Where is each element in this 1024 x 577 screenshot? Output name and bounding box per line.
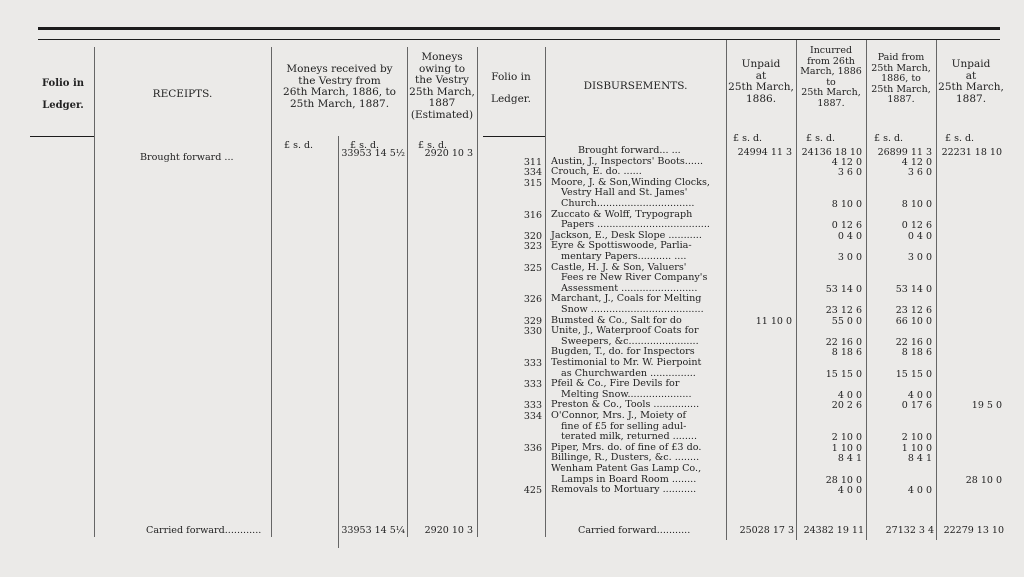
amount-incurred: 8 4 1 (837, 453, 862, 465)
amount-paid: 2 10 0 (901, 432, 932, 444)
header-unpaid-1886-line1: Unpaid (741, 58, 781, 70)
top-single-rule (38, 39, 1000, 40)
header-folio-left (28, 73, 98, 117)
header-folio-right (477, 66, 545, 110)
disb-folio: 329 (523, 315, 542, 327)
disb-description-line: Assessment ......................... (561, 282, 698, 294)
disb-description-line: Bugden, T., do. for Inspectors (551, 346, 695, 358)
header-moneys-owing-line5: 1887 (428, 97, 456, 109)
disb-description (551, 411, 726, 443)
carried-forward-unpaid87: 22279 13 10 (943, 525, 1004, 536)
disb-description-line: Eyre & Spottiswoode, Parlia- (551, 240, 692, 252)
disb-folio: 330 (523, 326, 542, 338)
disb-folio: 326 (523, 294, 542, 306)
amount-paid: 0 4 0 (907, 230, 932, 242)
header-unpaid-1887-line4: 1887. (955, 92, 987, 105)
amount-paid: 8 10 0 (901, 199, 932, 210)
disb-carried-forward-label: Carried forward........... (578, 525, 691, 536)
receipts-brought-forward-label: Brought forward ... (140, 152, 234, 163)
disb-folio: 333 (523, 379, 542, 391)
amount-incurred: 4 12 0 (831, 156, 862, 168)
disb-description-line: Papers ..................................... (561, 219, 710, 231)
disb-description-line: Sweepers, &c....................... (561, 335, 699, 347)
header-unpaid-1886-line3: 25th March, (728, 81, 794, 93)
amount-paid: 22 16 0 (895, 336, 932, 348)
amount-incurred: 8 10 0 (831, 199, 862, 210)
amount-paid: 8 4 1 (907, 453, 932, 465)
header-unpaid-1887-line3: 25th March, (938, 81, 1004, 93)
disb-folio: 311 (523, 156, 542, 168)
amount-paid: 4 0 0 (907, 389, 932, 401)
header-moneys-owing-line4: 25th March, (409, 85, 475, 98)
amount-paid: 66 10 0 (895, 315, 932, 327)
amount-incurred: 24136 18 10 (801, 147, 862, 158)
amount-paid: 15 15 0 (895, 368, 932, 380)
header-moneys-received (272, 64, 407, 110)
header-incurred-line6: 1887. (817, 97, 845, 109)
disb-description (551, 358, 726, 379)
disb-description-line: Melting Snow..................... (561, 388, 692, 400)
disb-description-line: Billinge, R., Dusters, &c. ........ (551, 452, 700, 464)
receipts-brought-forward-received: 33953 14 5½ (341, 148, 405, 159)
receipts-carried-forward-label: Carried forward............ (146, 525, 262, 536)
carried-forward-incurred: 24382 19 11 (803, 525, 864, 536)
header-paid-from-line5: 1887. (887, 94, 915, 105)
header-moneys-owing-line2: owing to (418, 62, 466, 75)
header-moneys-owing-line6: (Estimated) (410, 108, 474, 121)
header-incurred-line1: Incurred (809, 45, 853, 56)
amount-incurred: 15 15 0 (825, 368, 862, 380)
disb-description-line: Testimonial to Mr. W. Pierpoint (551, 357, 702, 368)
disb-description-line: Bumsted & Co., Salt for do (551, 314, 682, 326)
disb-folio: 334 (523, 411, 542, 422)
unit-label-owing: £ s. d. (418, 140, 448, 151)
header-folio-right-line1: Folio in (491, 71, 531, 83)
amount-incurred: 53 14 0 (825, 283, 862, 295)
disb-folio: 316 (523, 209, 542, 221)
amount-paid: 4 0 0 (907, 485, 932, 497)
header-paid-from-line4: 25th March, (871, 83, 931, 95)
disb-folio: 320 (523, 230, 542, 242)
header-receipts-text: RECEIPTS. (152, 88, 213, 100)
header-disbursements (545, 81, 726, 93)
header-paid-from (866, 53, 936, 106)
amount-paid: 3 0 0 (907, 252, 932, 263)
unit-label-paid: £ s. d. (874, 133, 904, 144)
col-line-2 (271, 47, 272, 537)
header-incurred-line5: 25th March, (801, 87, 861, 98)
disb-description-line: Removals to Mortuary ........... (551, 484, 697, 496)
disb-description (551, 178, 726, 210)
header-rule-right (483, 136, 545, 137)
disb-description-line: Snow ..................................... (561, 303, 704, 315)
header-moneys-received-line4: 25th March, 1887. (289, 97, 390, 110)
disb-description-line: Pfeil & Co., Fire Devils for (551, 378, 680, 390)
disb-description-line: Piper, Mrs. do. of fine of £3 do. (551, 441, 702, 453)
disb-description-line: fine of £5 for selling adul- (561, 420, 687, 432)
amount-incurred: 3 6 0 (837, 167, 862, 179)
header-folio-left-line2: Ledger. (42, 100, 84, 111)
amount-incurred: 20 2 6 (831, 400, 862, 412)
amount-incurred: 1 10 0 (831, 442, 862, 454)
amount-incurred: 22 16 0 (825, 336, 862, 348)
carried-forward-paid: 27132 3 4 (885, 525, 934, 536)
disb-description-line: Crouch, E. do. ...... (551, 166, 642, 178)
amount-incurred: 55 0 0 (831, 315, 862, 327)
amount-incurred: 2 10 0 (831, 432, 862, 444)
amount-unpaid87: 19 5 0 (971, 400, 1002, 412)
unit-label-received-a: £ s. d. (284, 140, 314, 151)
unit-label-unpaid86: £ s. d. (733, 133, 763, 144)
disb-folio: 334 (523, 167, 542, 179)
header-incurred (796, 46, 866, 109)
disb-description (551, 326, 726, 347)
disb-description-line: Zuccato & Wolff, Trypograph (551, 208, 693, 220)
header-moneys-received-line2: the Vestry from (298, 74, 381, 87)
amount-incurred: 0 4 0 (837, 230, 862, 242)
amount-paid: 26899 11 3 (877, 147, 932, 158)
amount-paid: 53 14 0 (895, 283, 932, 295)
amount-incurred: 8 18 6 (831, 347, 862, 359)
unit-label-incurred: £ s. d. (806, 133, 836, 144)
header-moneys-owing-line1: Moneys (421, 51, 463, 63)
header-paid-from-line2: 25th March, (871, 62, 931, 74)
amount-paid: 3 6 0 (907, 167, 932, 179)
top-double-rule (38, 27, 1000, 30)
amount-paid: 1 10 0 (901, 442, 932, 454)
disb-folio: 315 (523, 177, 542, 189)
receipts-brought-forward-owing: 2920 10 3 (424, 148, 473, 159)
disb-description (551, 464, 726, 485)
amount-unpaid87: 22231 18 10 (941, 147, 1002, 158)
amount-incurred: 4 0 0 (837, 389, 862, 401)
amount-incurred: 0 12 6 (831, 220, 862, 232)
header-unpaid-1887-line1: Unpaid (951, 58, 991, 70)
disb-description-line: Fees re New River Company's (561, 272, 708, 284)
carried-forward-unpaid86: 25028 17 3 (739, 525, 794, 536)
disb-description-line: O'Connor, Mrs. J., Moiety of (551, 410, 687, 421)
col-line-1 (94, 47, 95, 537)
disb-description-line: Unite, J., Waterproof Coats for (551, 325, 699, 337)
receipts-carried-forward-received: 33953 14 5¼ (341, 525, 405, 536)
disb-description-line: Moore, J. & Son,Winding Clocks, (551, 176, 710, 188)
disb-description-line: Church................................ (561, 197, 695, 209)
header-unpaid-1887-line2: at (965, 69, 977, 82)
amount-paid: 8 18 6 (901, 347, 932, 359)
amount-incurred: 4 0 0 (837, 485, 862, 497)
disb-description-line: Castle, H. J. & Son, Valuers' (551, 261, 687, 273)
amount-paid: 4 12 0 (901, 156, 932, 168)
amount-unpaid86: 24994 11 3 (737, 147, 792, 158)
header-unpaid-1886 (726, 59, 796, 105)
disb-description (551, 210, 726, 231)
header-incurred-line4: to (826, 76, 836, 88)
receipts-carried-forward-owing: 2920 10 3 (424, 525, 473, 536)
disb-description-line: Jackson, E., Desk Slope ........... (551, 229, 702, 241)
col-line-7 (726, 40, 727, 540)
disb-folio: 323 (523, 241, 542, 253)
amount-paid: 0 12 6 (901, 220, 932, 232)
amount-paid: 23 12 6 (895, 305, 932, 316)
disb-description-line: Austin, J., Inspectors' Boots...... (551, 155, 704, 167)
disb-description (551, 263, 726, 295)
header-paid-from-line3: 1886, to (881, 73, 921, 84)
disb-description-line: Marchant, J., Coals for Melting (551, 293, 702, 305)
header-rule-left (30, 136, 94, 137)
header-paid-from-line1: Paid from (877, 52, 925, 63)
amount-incurred: 23 12 6 (825, 305, 862, 316)
header-folio-left-line1: Folio in (41, 78, 85, 89)
disb-description-line: Lamps in Board Room ........ (561, 473, 697, 485)
col-line-3 (338, 136, 339, 548)
header-moneys-owing-line3: the Vestry (415, 74, 469, 86)
amount-incurred: 28 10 0 (825, 474, 862, 486)
header-unpaid-1886-line2: at (755, 69, 767, 82)
col-line-5 (477, 47, 478, 537)
disb-description-line: mentary Papers........... .... (561, 250, 687, 262)
disb-description (551, 485, 726, 496)
col-line-6 (545, 47, 546, 537)
disb-description (551, 241, 726, 262)
amount-incurred: 3 0 0 (837, 252, 862, 263)
disb-description (551, 294, 726, 315)
header-moneys-owing (407, 52, 477, 121)
header-disbursements-text: DISBURSEMENTS. (583, 80, 688, 92)
header-receipts (94, 89, 271, 101)
disb-description-line: terated milk, returned ........ (561, 431, 698, 442)
unit-label-received-b: £ s. d. (350, 140, 380, 151)
disb-description-line: as Churchwarden ............... (561, 367, 696, 379)
header-moneys-received-line1: Moneys received by (286, 63, 393, 75)
disb-description-line: Preston & Co., Tools ............... (551, 399, 700, 411)
header-unpaid-1886-line4: 1886. (745, 92, 777, 105)
amount-unpaid86: 11 10 0 (755, 315, 792, 327)
amount-unpaid87: 28 10 0 (965, 474, 1002, 486)
disb-description-line: Vestry Hall and St. James' (561, 187, 688, 199)
amount-paid: 0 17 6 (901, 400, 932, 412)
disb-folio: 425 (523, 485, 542, 497)
disb-description-line: Brought forward... ... (578, 145, 681, 156)
header-incurred-line3: March, 1886 (800, 66, 862, 77)
header-unpaid-1887 (936, 59, 1006, 105)
disb-folio: 336 (523, 442, 542, 454)
col-line-10 (936, 40, 937, 540)
disb-description (551, 379, 726, 400)
disb-folio: 333 (523, 400, 542, 412)
unit-label-unpaid87: £ s. d. (945, 133, 975, 144)
disb-folio: 325 (523, 262, 542, 274)
disb-description-line: Wenham Patent Gas Lamp Co., (551, 463, 702, 474)
header-folio-right-line2: Ledger. (490, 93, 532, 105)
header-incurred-line2: from 26th (807, 55, 855, 67)
header-moneys-received-line3: 26th March, 1886, to (283, 86, 396, 98)
disb-folio: 333 (523, 358, 542, 369)
